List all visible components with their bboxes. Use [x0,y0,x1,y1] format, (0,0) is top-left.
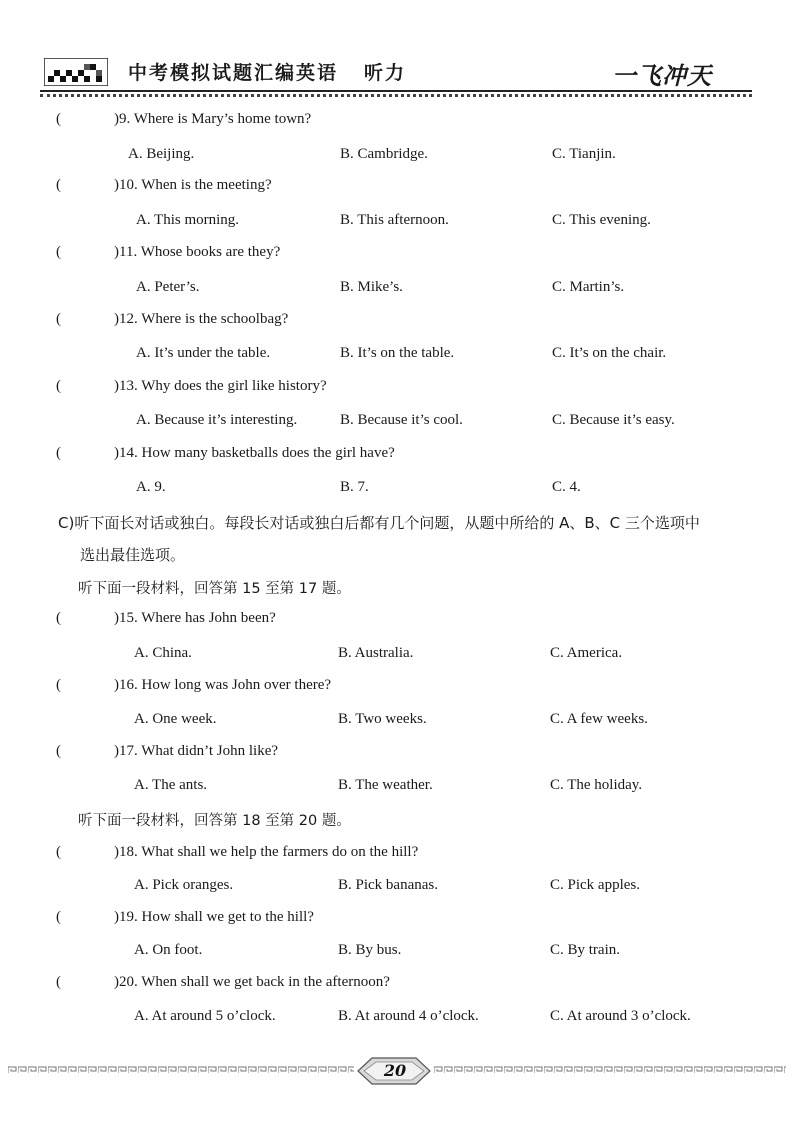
option-c: C. At around 3 o’clock. [550,1008,691,1024]
passage-1-heading: 听下面一段材料，回答第 15 至第 17 题。 [78,581,351,597]
page-header [0,0,800,100]
option-a: A. At around 5 o’clock. [134,1008,276,1024]
question-14: ( )14. How many basketballs does the girl have? [56,445,395,461]
section-c-instruction-line-2: 选出最佳选项。 [80,546,186,564]
option-c: C. This evening. [552,212,651,228]
option-a: A. Beijing. [128,146,195,162]
option-b: B. By bus. [338,942,402,958]
option-b: B. Australia. [338,645,414,661]
option-b: B. Mike’s. [340,279,403,295]
question-19: ( )19. How shall we get to the hill? [56,909,314,925]
option-a: A. The ants. [134,777,208,793]
page-number: 20 [383,1061,407,1080]
series-name: 中考模拟试题汇编英语 [128,62,339,84]
header-divider [40,90,752,100]
option-c: C. 4. [552,479,581,495]
option-b: B. At around 4 o’clock. [338,1008,479,1024]
option-a: A. This morning. [136,212,240,228]
option-c: C. America. [550,645,623,661]
question-12: ( )12. Where is the schoolbag? [56,311,289,327]
question-11: ( )11. Whose books are they? [56,244,281,260]
question-20: ( )20. When shall we get back in the afternoon? [56,974,390,990]
option-b: B. Cambridge. [340,146,428,162]
option-c: C. The holiday. [550,777,643,793]
brand-logo: 一飞冲天 [612,62,712,90]
question-17: ( )17. What didn’t John like? [56,743,279,759]
option-a: A. Because it’s interesting. [136,412,298,428]
question-18: ( )18. What shall we help the farmers do on the hill? [56,844,419,860]
footer-pattern-left [8,1066,354,1074]
option-c: C. A few weeks. [550,711,648,727]
option-b: B. Two weeks. [338,711,427,727]
question-9: ( )9. Where is Mary’s home town? [56,111,312,127]
option-b: B. This afternoon. [340,212,449,228]
option-a: A. Pick oranges. [134,877,234,893]
question-10: ( )10. When is the meeting? [56,177,272,193]
option-b: B. It’s on the table. [340,345,455,361]
footer-pattern-right [434,1066,786,1074]
option-a: A. 9. [136,479,166,495]
option-a: A. It’s under the table. [136,345,271,361]
option-a: A. Peter’s. [136,279,200,295]
series-title [128,58,406,85]
option-b: B. 7. [340,479,369,495]
section-name: 听力 [364,62,407,84]
question-15: ( )15. Where has John been? [56,610,276,626]
option-a: A. On foot. [134,942,203,958]
checkerboard-logo-icon [44,58,108,86]
option-c: C. By train. [550,942,620,958]
option-c: C. Martin’s. [552,279,625,295]
passage-2-heading: 听下面一段材料，回答第 18 至第 20 题。 [78,813,351,829]
option-b: B. The weather. [338,777,433,793]
option-b: B. Because it’s cool. [340,412,463,428]
option-c: C. Because it’s easy. [552,412,675,428]
question-13: ( )13. Why does the girl like history? [56,378,327,394]
option-b: B. Pick bananas. [338,877,438,893]
section-c-instruction-line-1: C)听下面长对话或独白。每段长对话或独白后都有几个问题，从题中所给的 A、B、C 三个选项中 [58,514,700,532]
question-16: ( )16. How long was John over there? [56,677,332,693]
option-a: A. One week. [134,711,217,727]
option-a: A. China. [134,645,192,661]
option-c: C. It’s on the chair. [552,345,667,361]
option-c: C. Pick apples. [550,877,640,893]
option-c: C. Tianjin. [552,146,616,162]
